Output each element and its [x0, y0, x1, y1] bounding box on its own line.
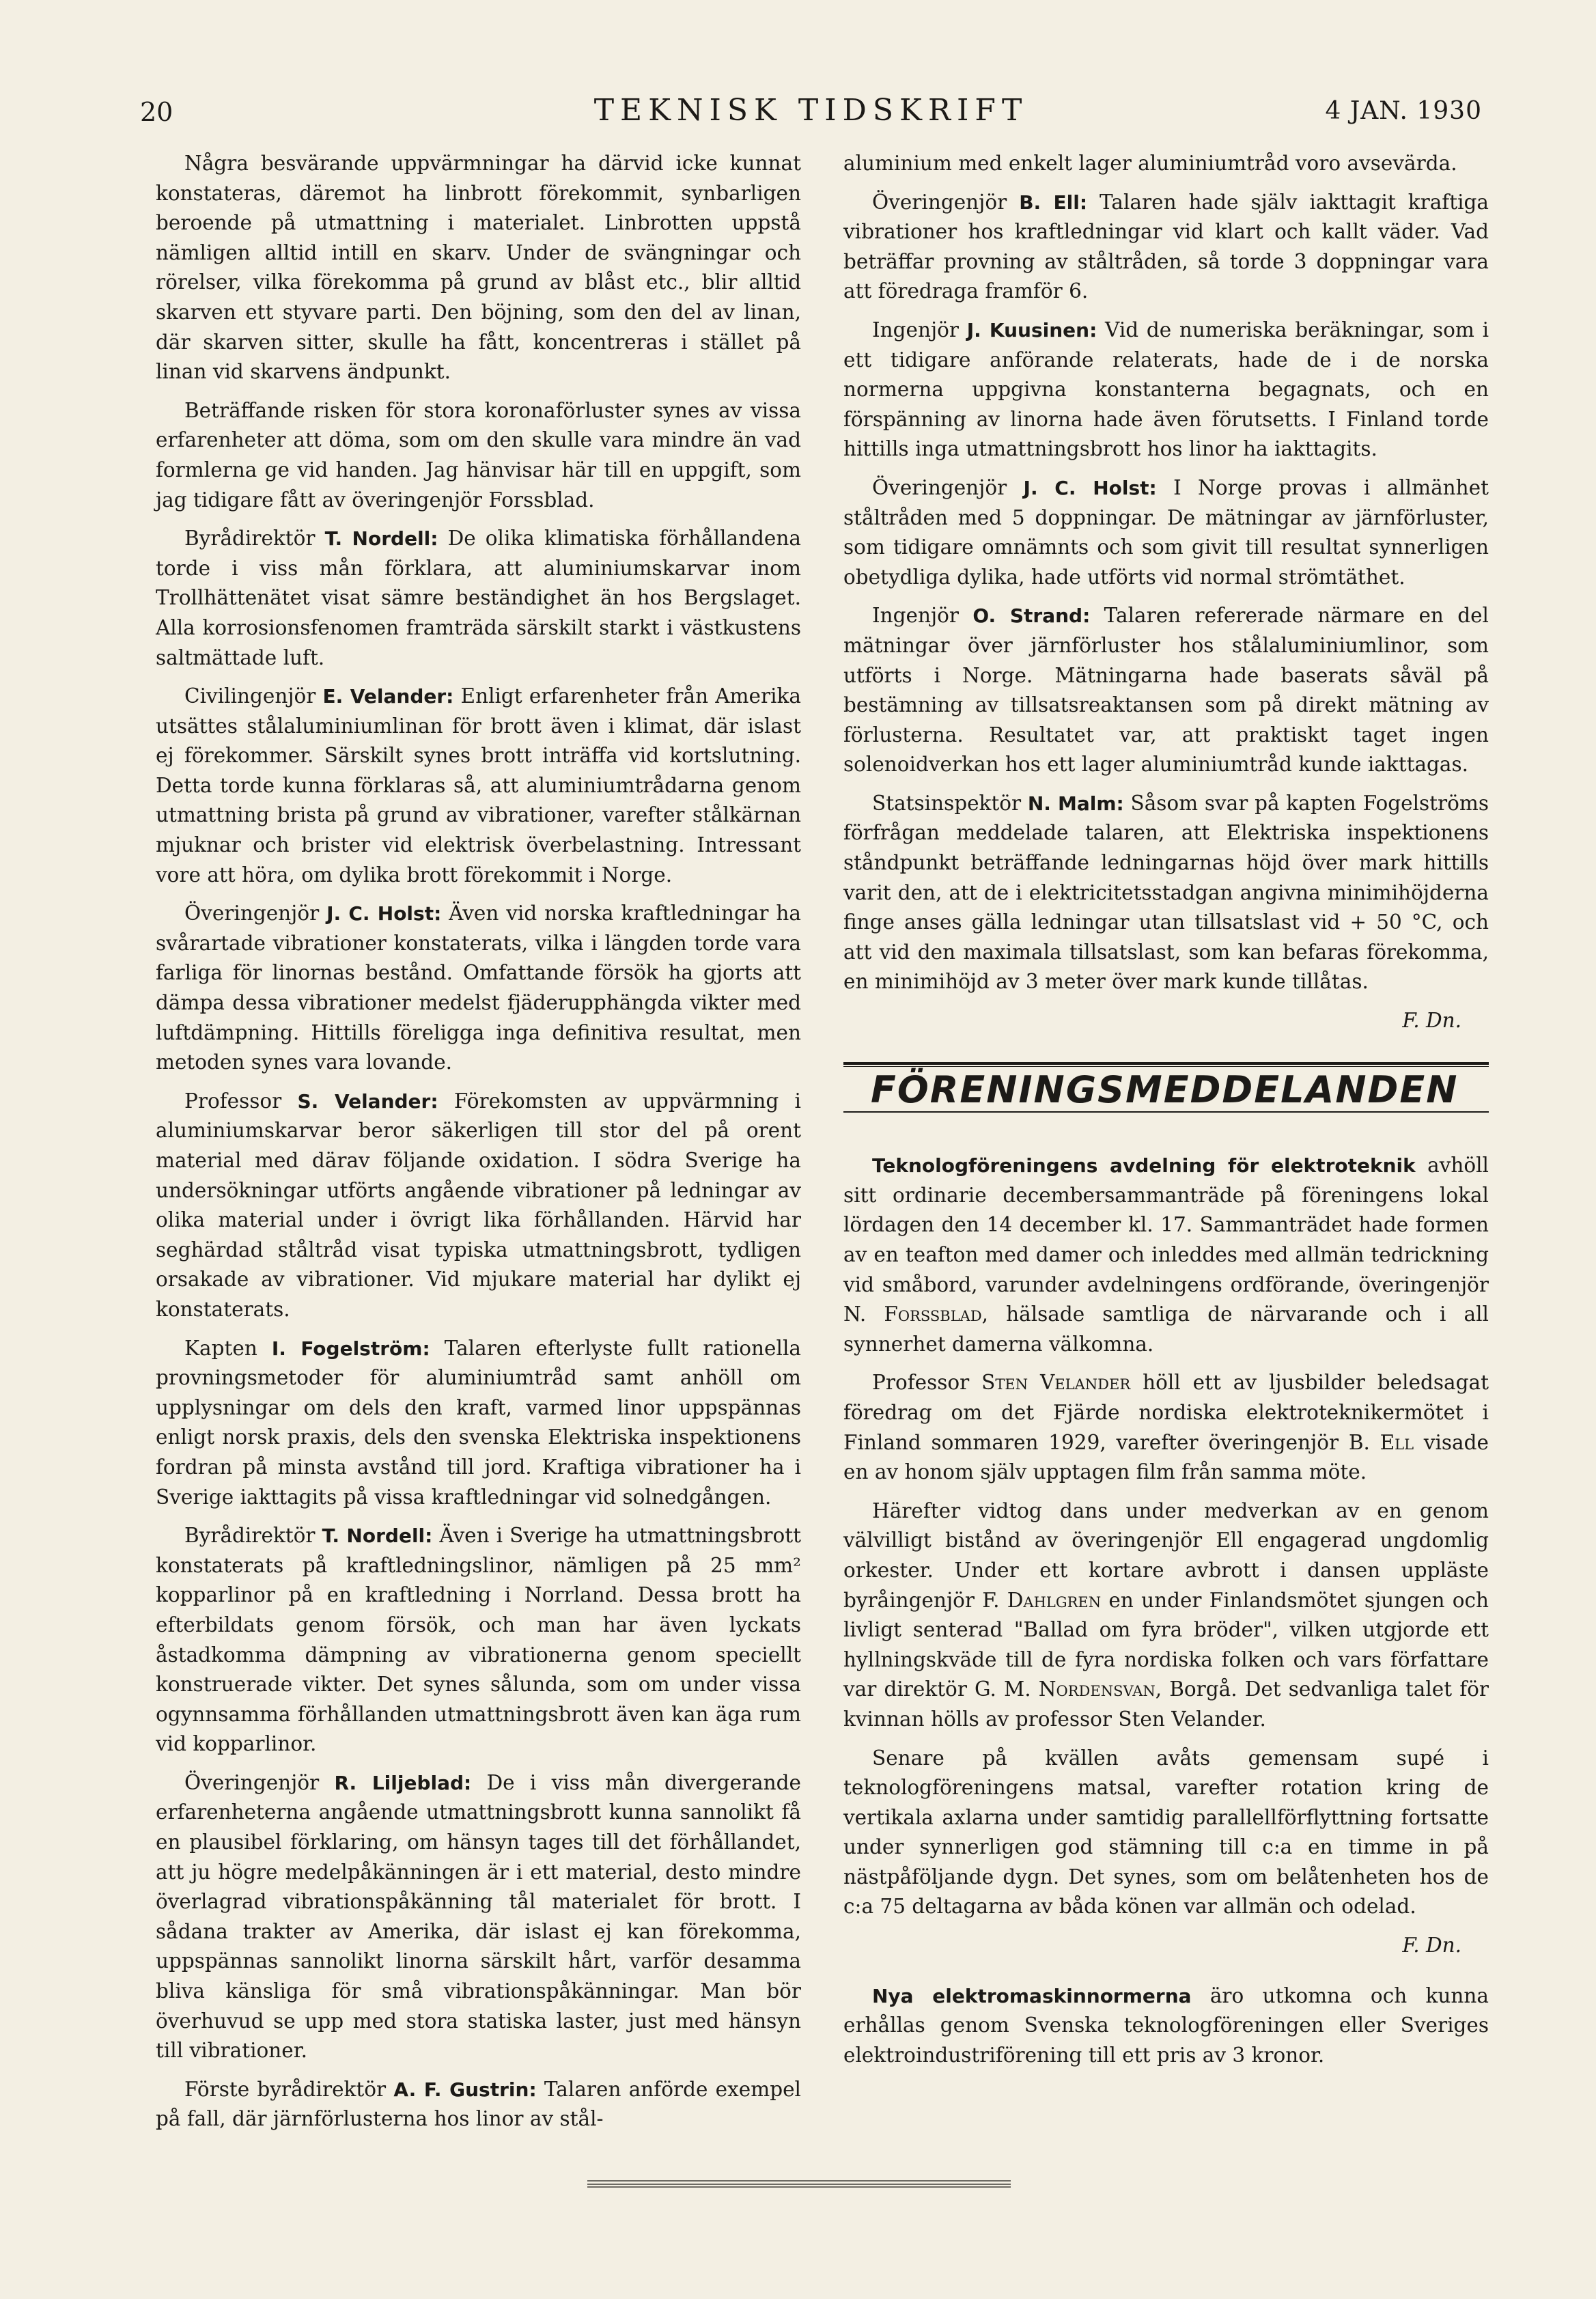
- speaker-name: S. Velander:: [297, 1089, 438, 1113]
- speaker-name: T. Nordell:: [324, 527, 438, 551]
- running-head: [140, 89, 1482, 130]
- notice-text: en under Finlandsmötet sjungen och livligt senterad "Ballad om fyra bröder", vilken utgjorde ett hyllningskväde till de fyra nordiska folken och vars författare var direktör G. M.: [843, 1588, 1489, 1701]
- speaker-name: R. Liljeblad:: [334, 1771, 472, 1794]
- paragraph-text: Enligt erfarenheter från Amerika utsättes stålaluminiumlinan för brott även i klimat, där islast ej förekommer. Särskilt synes brott inträffa vid kortslutning. Detta torde kunna förklaras så, att aluminiumtrådarna genom utmattning brista på grund av vibrationer, varefter stålkärnan mjuknar och brister vid elektrisk överbelastning. Intressant vore att höra, om dylika brott förekommit i Norge.: [156, 684, 801, 887]
- person-name: Nordensvan: [1038, 1677, 1156, 1701]
- notice-text: avhöll sitt ordinarie decembersammanträde på föreningens lokal lördagen den 14 december kl. 17. Sammanträdet hade formen av en teafton med damer och inleddes med allmän tedrickning vid småbord, varunder avdelningens ordförande, överingenjör N.: [843, 1154, 1489, 1326]
- speaker-title: Byrådirektör: [184, 1524, 316, 1548]
- notice-lead: Nya elektromaskinnormerna: [872, 1984, 1192, 2007]
- speaker-name: O. Strand:: [972, 604, 1091, 628]
- speaker-name: I. Fogelström:: [271, 1337, 430, 1360]
- paragraph-text: Såsom svar på kapten Fogelströms förfrågan meddelade talaren, att Elektriska inspektionens ståndpunkt beträffande ledningarnas höjd över mark hittills varit den, att de i elektricitetsstadgan angivna minimihöjderna finge anses gälla ledningar utan tillsatslast vid + 50 °C, och att vid den maximala tillsatslast, som kan befaras förekomma, en minimihöjd av 3 meter över mark kunde tillåtas.: [843, 791, 1489, 994]
- issue-date: 4 JAN. 1930: [1325, 97, 1482, 125]
- speaker-name: J. Kuusinen:: [966, 318, 1097, 342]
- notice-paragraph: [843, 1496, 1489, 1735]
- speaker-title: Överingenjör: [184, 1770, 320, 1794]
- author-signature: F. Dn.: [1402, 1009, 1461, 1033]
- speaker-title: Ingenjör: [872, 318, 960, 342]
- paragraph-text: aluminium med enkelt lager aluminiumtråd voro avsevärda.: [843, 152, 1457, 175]
- notice-text: äro utkomna och kunna erhållas genom Svenska teknologföreningen eller Sveriges elektroindustriförening till ett pris av 3 kronor.: [843, 1983, 1489, 2067]
- notice-text: visade en av honom själv upptagen film från samma möte.: [843, 1430, 1489, 1484]
- person-name: Dahlgren: [1007, 1588, 1102, 1612]
- notice-text: , Borgå. Det sedvanliga talet för kvinnan hölls av professor Sten Velander.: [843, 1677, 1489, 1731]
- speaker-name: J. C. Holst:: [326, 902, 442, 925]
- right-column: [843, 149, 1489, 2079]
- paragraph-text: De i viss mån divergerande erfarenheterna angående utmattningsbrott kunna sannolikt få en plausibel förklaring, om hänsyn tages till det förhållandet, att ju högre medelpåkänningen är i ett material, desto mindre överlagrad vibrationspåkänning tål materialet för brott. I sådana trakter av Amerika, där islast ej kan förekomma, uppspännas sannolikt linorna särskilt hårt, varför desamma bliva känsliga för små vibrationspåkänningar. Man bör överhuvud se upp med stora statiska laster, just med hänsyn till vibrationer.: [156, 1770, 801, 2063]
- paragraph: [156, 149, 801, 387]
- paragraph-text: Talaren hade själv iakttagit kraftiga vibrationer hos kraftledningar vid klart och kallt väder. Vad beträffar provning av ståltråden, så torde 3 doppningar vara att föredraga framför 6.: [843, 190, 1489, 303]
- person-name: Ell: [1380, 1430, 1414, 1454]
- speaker-title: Överingenjör: [872, 190, 1007, 214]
- paragraph-text: Talaren anförde exempel på fall, där järnförlusterna hos linor av stål-: [156, 2077, 801, 2131]
- speaker-name: A. F. Gustrin:: [393, 2078, 537, 2101]
- page-number: 20: [140, 97, 173, 127]
- notice-text: Härefter vidtog dans under medverkan av en genom välvilligt bistånd av överingenjör Ell engagerad ungdomlig orkester. Under ett kortare avbrott i dansen uppläste byråingenjör F.: [843, 1499, 1489, 1612]
- person-name: Sten Velander: [981, 1371, 1131, 1395]
- speaker-title: Ingenjör: [872, 604, 960, 628]
- paragraph-text: De olika klimatiska förhållandena torde i viss mån förklara, att aluminiumskarvar inom Trollhättenätet visat sämre beständighet än hos Bergslaget. Alla korrosionsfenomen framträda särskilt starkt i västkustens saltmättade luft.: [156, 527, 801, 669]
- speaker-paragraph: [843, 473, 1489, 592]
- speaker-name: T. Nordell:: [322, 1524, 433, 1548]
- speaker-paragraph: [843, 601, 1489, 780]
- speaker-paragraph: [156, 682, 801, 890]
- notice-lead: Teknologföreningens avdelning för elektroteknik: [872, 1154, 1416, 1178]
- speaker-paragraph: [156, 524, 801, 673]
- notice-text: Senare på kvällen avåts gemensam supé i teknologföreningens matsal, varefter rotation kring de vertikala axlarna under samtidig parallellförflyttning fortsatte under synnerligen god stämning till c:a en timme in på nästpåföljande dygn. Det synes, som om belåtenheten hos de c:a 75 deltagarna av båda könen var allmän och odelad.: [843, 1746, 1489, 1919]
- speaker-name: N. Malm:: [1027, 792, 1124, 815]
- author-signature: F. Dn.: [1402, 1934, 1461, 1957]
- speaker-paragraph: [156, 1521, 801, 1759]
- notice-paragraph: [843, 1981, 1489, 2071]
- speaker-name: B. Ell:: [1019, 191, 1088, 214]
- notice-text: , hälsade samtliga de närvarande och i all synnerhet damerna välkomna.: [843, 1302, 1489, 1356]
- continued-paragraph: [843, 149, 1489, 179]
- speaker-title: Byrådirektör: [184, 527, 316, 551]
- notice-paragraph: [843, 1744, 1489, 1923]
- section-banner: [843, 1062, 1489, 1113]
- notice-text: Professor: [872, 1371, 970, 1395]
- speaker-title: Civilingenjör: [184, 684, 316, 708]
- journal-title: TEKNISK TIDSKRIFT: [593, 93, 1028, 128]
- speaker-title: Statsinspektör: [872, 791, 1022, 815]
- speaker-paragraph: [843, 789, 1489, 997]
- person-name: Forssblad: [884, 1302, 982, 1326]
- speaker-paragraph: [156, 1334, 801, 1513]
- notice-paragraph: [843, 1151, 1489, 1359]
- speaker-paragraph: [156, 2075, 801, 2134]
- paragraph-text: Beträffande risken för stora koronaförluster synes av vissa erfarenheter att döma, som om den skulle vara mindre än vad formlerna ge vid handen. Jag hänvisar här till en uppgift, som jag tidigare fått av överingenjör Forssblad.: [156, 398, 801, 512]
- paragraph-text: Talaren efterlyste fullt rationella provningsmetoder för aluminiumtråd samt anhöll om upplysningar om dels den kraft, varmed linor uppspännas enligt norsk praxis, dels den svenska Elektriska inspektionens fordran på minsta avstånd till jord. Kraftiga vibrationer ha i Sverige iakttagits på vissa kraftledningar vid solnedgången.: [156, 1336, 801, 1509]
- speaker-title: Professor: [184, 1089, 282, 1113]
- speaker-name: E. Velander:: [322, 685, 454, 708]
- speaker-name: J. C. Holst:: [1023, 476, 1157, 499]
- speaker-paragraph: [156, 899, 801, 1078]
- section-title: FÖRENINGSMEDDELANDEN: [871, 1068, 1459, 1111]
- paragraph-text: Även i Sverige ha utmattningsbrott konstaterats på kraftledningslinor, nämligen på 25 mm² kopparlinor på en kraftledning i Norrland. Dessa brott ha efterbildats genom försök, och man har även lyckats åstadkomma dämpning av vibrationerna genom speciellt konstruerade vikter. Det synes sålunda, som om under vissa ogynnsamma förhållanden utmattningsbrott även kan äga rum vid kopparlinor.: [156, 1524, 801, 1756]
- paragraph-text: I Norge provas i allmänhet ståltråden med 5 doppningar. De mätningar av järnförluster, som tidigare omnämnts och som givit till resultat synnerligen obetydliga dylika, hade utförts vid normal strömtäthet.: [843, 475, 1489, 589]
- paragraph-text: Även vid norska kraftledningar ha svårartade vibrationer konstaterats, vilka i längden torde vara farliga för linornas bestånd. Omfattande försök ha gjorts att dämpa dessa vibrationer medelst fjäderupphängda vikter med luftdämpning. Hittills föreligga inga definitiva resultat, men metoden synes vara lovande.: [156, 902, 801, 1074]
- speaker-paragraph: [156, 1768, 801, 2066]
- speaker-title: Förste byrådirektör: [184, 2077, 387, 2101]
- speaker-title: Överingenjör: [184, 902, 320, 925]
- speaker-paragraph: [156, 1087, 801, 1325]
- end-ornament: [587, 2179, 1011, 2188]
- paragraph-text: Några besvärande uppvärmningar ha därvid icke kunnat konstateras, däremot ha linbrott förekommit, synbarligen beroende på utmattning i materialet. Linbrotten uppstå nämligen alltid intill en skarv. Under de svängningar och rörelser, vilka förekomma på grund av blåst etc., blir alltid skarven ett styvare parti. Den böjning, som den del av linan, där skarven sitter, skulle ha fått, koncentreras i stället på linan vid skarvens ändpunkt.: [156, 152, 801, 384]
- paragraph: [156, 396, 801, 515]
- notice-text: höll ett av ljusbilder beledsagat föredrag om det Fjärde nordiska elektroteknikermötet i Finland sommaren 1929, varefter överingenjör B.: [843, 1371, 1489, 1454]
- paragraph-text: Talaren refererade närmare en del mätningar över järnförluster hos stålaluminiumlinor, som utförts i Norge. Mätningarna hade baserats såväl på bestämning av tillsatsreaktansen som på direkt mätning av förlusterna. Resultatet var, att praktiskt taget ingen solenoidverkan hos ett lager aluminiumtråd kunde iakttagas.: [843, 604, 1489, 777]
- speaker-paragraph: [843, 316, 1489, 464]
- speaker-title: Kapten: [184, 1336, 257, 1360]
- paragraph-text: Förekomsten av uppvärmning i aluminiumskarvar beror säkerligen till stor del på orent material med därav följande oxidation. I södra Sverige ha undersökningar utförts angående vibrationer på ledningar av olika material under i övrigt lika förhållanden. Härvid har seghärdad ståltråd visat typiska utmattningsbrott, tydligen orsakade av vibrationer. Vid mjukare material har dylikt ej konstaterats.: [156, 1089, 801, 1321]
- speaker-title: Överingenjör: [872, 475, 1007, 499]
- left-column: [156, 149, 801, 2143]
- paragraph-text: Vid de numeriska beräkningar, som i ett tidigare anförande relaterats, hade de i de norska normerna uppgivna konstanterna begagnats, och en förspänning av linorna hade även förutsetts. I Finland torde hittills inga utmattningsbrott hos linor ha iakttagits.: [843, 318, 1489, 461]
- notice-paragraph: [843, 1368, 1489, 1487]
- speaker-paragraph: [843, 188, 1489, 307]
